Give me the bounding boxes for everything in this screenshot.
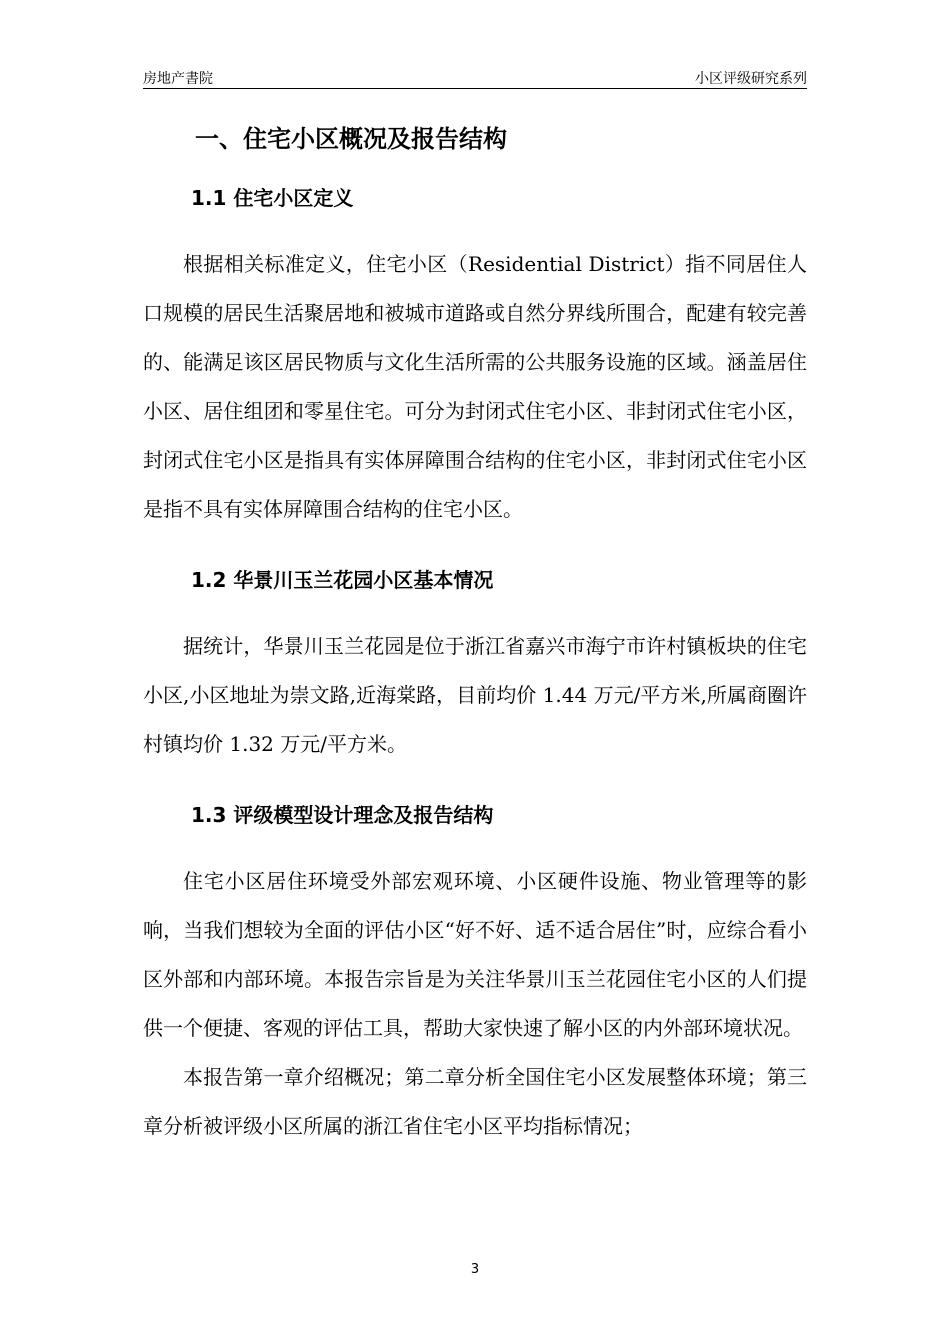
header-right-text: 小区评级研究系列 — [695, 71, 807, 87]
section-1-3-paragraph-2: 本报告第一章介绍概况；第二章分析全国住宅小区发展整体环境；第三章分析被评级小区所属的浙江省住宅小区平均指标情况； — [143, 1065, 807, 1138]
chapter-title: 一、住宅小区概况及报告结构 — [195, 125, 507, 153]
section-heading-1-2: 1.2 华景川玉兰花园小区基本情况 — [191, 568, 494, 592]
section-1-2-paragraph: 据统计，华景川玉兰花园是位于浙江省嘉兴市海宁市许村镇板块的住宅小区,小区地址为崇文路,近海棠路，目前均价 1.44 万元/平方米,所属商圈许村镇均价 1.32 万元/平方米。 — [143, 634, 807, 756]
section-1-3-paragraph-1: 住宅小区居住环境受外部宏观环境、小区硬件设施、物业管理等的影响，当我们想较为全面的评估小区“好不好、适不适合居住”时，应综合看小区外部和内部环境。本报告宗旨是为关注华景川玉兰花园住宅小区的人们提供一个便捷、客观的评估工具，帮助大家快速了解小区的内外部环境状况。 — [143, 869, 807, 1040]
section-heading-1-3: 1.3 评级模型设计理念及报告结构 — [191, 803, 494, 827]
header-left-text: 房地产書院 — [143, 71, 213, 87]
page-content — [143, 118, 807, 1151]
section-1-1-paragraph: 根据相关标准定义，住宅小区（Residential District）指不同居住人口规模的居民生活聚居地和被城市道路或自然分界线所围合，配建有较完善的、能满足该区居民物质与文化生活所需的公共服务设施的区域。涵盖居住小区、居住组团和零星住宅。可分为封闭式住宅小区、非封闭式住宅小区，封闭式住宅小区是指具有实体屏障围合结构的住宅小区，非封闭式住宅小区是指不具有实体屏障围合结构的住宅小区。 — [143, 252, 807, 521]
page-header — [143, 66, 807, 89]
section-heading-1-1: 1.1 住宅小区定义 — [191, 186, 354, 210]
page-number: 3 — [470, 1262, 480, 1277]
